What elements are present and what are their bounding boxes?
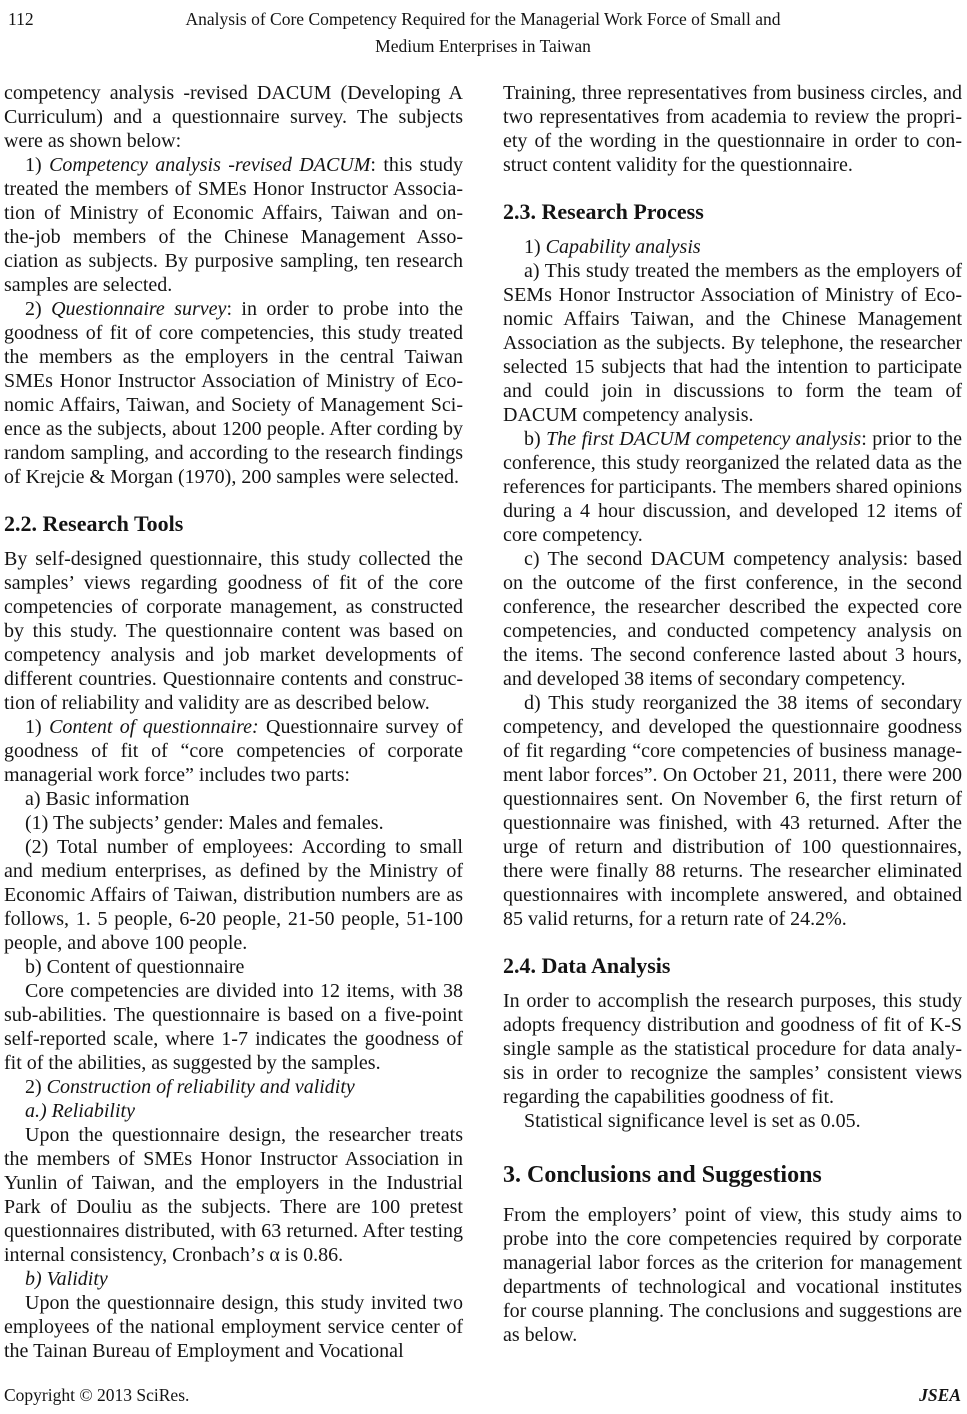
paper-title — [4, 6, 962, 60]
italic-text-run: Content of questionnaire: — [49, 716, 259, 738]
paragraph — [4, 297, 463, 489]
text-run: 1) — [524, 236, 546, 258]
text-run: 1) — [25, 154, 50, 176]
text-run: Statistical significance level is set as 0.05. — [524, 1110, 861, 1132]
paragraph — [4, 979, 463, 1075]
paragraph — [503, 547, 962, 691]
italic-text-run: a.) Reliability — [25, 1100, 135, 1122]
paragraph — [4, 715, 463, 787]
section-heading: 2.4. Data Analysis — [503, 953, 671, 978]
page-footer — [4, 1385, 961, 1406]
paragraph — [4, 547, 463, 715]
paragraph — [4, 153, 463, 297]
paragraph — [4, 81, 463, 153]
text-run: α is 0.86. — [264, 1244, 344, 1266]
text-run: : this study treated the members of SMEs Honor Instructor Associa-tion of Ministry of Economic Affairs, Taiwan and on-the-job members of the Chinese Management Asso-ciation as subjects. By purposive sampling, ten research samples are selected. — [4, 154, 463, 296]
page-header — [4, 6, 962, 60]
text-run: Upon the questionnaire design, this study invited two employees of the national employment service center of the Tainan Bureau of Employment and Vocational — [4, 1292, 463, 1362]
paragraph — [4, 1123, 463, 1267]
text-run: c) The second DACUM competency analysis: based on the outcome of the first conference, in the second conference, the researcher described the expected core competencies, and conducted competency analysis on the items. The second conference lasted about 3 hours, and developed 38 items of secondary competency. — [503, 548, 962, 690]
italic-text-run: s — [256, 1244, 265, 1266]
paragraph — [503, 81, 962, 177]
text-run: (2) Total number of employees: According to small and medium enterprises, as defined by the Ministry of Economic Affairs of Taiwan, distribution numbers are as follows, 1. 5 people, 6-20 people, 21-50 people, 51-100 people, and above 100 people. — [4, 836, 463, 954]
text-run: (1) The subjects’ gender: Males and females. — [25, 812, 384, 834]
article-body — [4, 81, 962, 1363]
section-heading: 2.3. Research Process — [503, 199, 704, 224]
text-run: 2) — [25, 298, 52, 320]
text-run: : prior to the conference, this study reorganized the related data as the references for participants. The members shared opinions during a 4 hour discussion, and developed 12 items of core competency. — [503, 428, 962, 546]
paragraph — [4, 1099, 463, 1123]
text-run: 2) — [25, 1076, 47, 1098]
text-run: b) Content of questionnaire — [25, 956, 245, 978]
section-heading: 2.2. Research Tools — [4, 511, 184, 536]
paragraph — [503, 989, 962, 1109]
page-number: 112 — [8, 9, 34, 29]
text-run: Training, three representatives from business circles, and two representatives from academia to review the propri-ety of the wording in the questionnaire in order to con-struct content validity for the questionnaire. — [503, 82, 962, 176]
paper-title-line1: Analysis of Core Competency Required for the Managerial Work Force of Small and — [185, 9, 781, 29]
italic-text-run: Competency analysis -revised DACUM — [49, 154, 371, 176]
paragraph — [4, 1291, 463, 1363]
right-column — [503, 81, 962, 1363]
text-run: In order to accomplish the research purposes, this study adopts frequency distribution and goodness of fit of K-S single sample as the statistical procedure for data analy-sis in order to recognize the samples’ consistent views regarding the capabilities goodness of fit. — [503, 990, 962, 1108]
copyright-notice: Copyright © 2013 SciRes. — [4, 1385, 190, 1405]
italic-text-run: Capability analysis — [545, 236, 701, 258]
journal-abbreviation: JSEA — [919, 1385, 961, 1405]
paragraph — [503, 235, 962, 259]
paragraph — [4, 1075, 463, 1099]
text-run: By self-designed questionnaire, this study collected the samples’ views regarding goodness of fit of the core competencies of corporate management, as constructed by this study. The questionnaire content was based on competency analysis and job market developments of different countries. Questionnaire contents and construc-tion of reliability and validity are as described below. — [4, 548, 463, 714]
text-run: b) — [524, 428, 547, 450]
paragraph — [503, 1203, 962, 1347]
paper-title-line2: Medium Enterprises in Taiwan — [375, 36, 591, 56]
italic-text-run: b) Validity — [25, 1268, 108, 1290]
italic-text-run: Construction of reliability and validity — [46, 1076, 355, 1098]
text-run: a) Basic information — [25, 788, 190, 810]
paragraph — [4, 835, 463, 955]
paragraph — [503, 427, 962, 547]
text-run: From the employers’ point of view, this study aims to probe into the core competencies required by corporate managerial labor forces as the criterion for management departments of technological and vocational institutes for course planning. The conclusions and suggestions are as below. — [503, 1204, 962, 1346]
italic-text-run: The first DACUM competency analysis — [546, 428, 862, 450]
text-run: a) This study treated the members as the employers of SEMs Honor Instructor Association of Ministry of Eco-nomic Affairs Taiwan, and the Chinese Management Association as the subjects. By telephone, the researcher selected 15 subjects that had the intention to participate and could join in discussions to form the team of DACUM competency analysis. — [503, 260, 962, 426]
text-run: competency analysis -revised DACUM (Developing A Curriculum) and a questionnaire survey. The subjects were as shown below: — [4, 82, 463, 152]
paragraph — [503, 259, 962, 427]
paragraph — [503, 691, 962, 931]
paragraph — [503, 1109, 962, 1133]
text-run: Core competencies are divided into 12 items, with 38 sub-abilities. The questionnaire is based on a five-point self-reported scale, where 1-7 indicates the goodness of fit of the abilities, as suggested by the samples. — [4, 980, 463, 1074]
text-run: 1) — [25, 716, 50, 738]
italic-text-run: Questionnaire survey — [51, 298, 227, 320]
paragraph — [4, 955, 463, 979]
paragraph — [4, 811, 463, 835]
text-run: Questionnaire survey of goodness of fit of “core competencies of corporate managerial work force” includes two parts: — [4, 716, 464, 786]
text-run: : in order to probe into the goodness of fit of core competencies, this study treated the members as the employers in the central Taiwan SMEs Honor Instructor Association of Ministry of Eco-nomic Affairs, Taiwan, and Society of Management Sci-ence as the subjects, about 1200 people. After cording by random sampling, and according to the research findings of Krejcie & Morgan (1970), 200 samples were selected. — [4, 298, 464, 488]
paragraph — [4, 787, 463, 811]
section-heading: 3. Conclusions and Suggestions — [503, 1162, 822, 1188]
text-run: Upon the questionnaire design, the researcher treats the members of SMEs Honor Instructor Association in Yunlin of Taiwan, and the employers in the Industrial Park of Douliu as the subjects. There are 100 pretest questionnaires distributed, with 63 returned. After testing internal consistency, Cronbach’ — [4, 1124, 463, 1266]
text-run: d) This study reorganized the 38 items of secondary competency, and developed the questionnaire goodness of fit regarding “core competencies of business manage-ment labor forces”. On October 21, 2011, there were 200 questionnaires sent. On November 6, the first return of questionnaire was finished, with 43 returned. After the urge of return and distribution of 100 questionnaires, there were finally 88 returns. The researcher eliminated questionnaires with incomplete answered, and obtained 85 valid returns, for a return rate of 24.2%. — [503, 692, 962, 930]
left-column — [4, 81, 463, 1363]
paragraph — [4, 1267, 463, 1291]
